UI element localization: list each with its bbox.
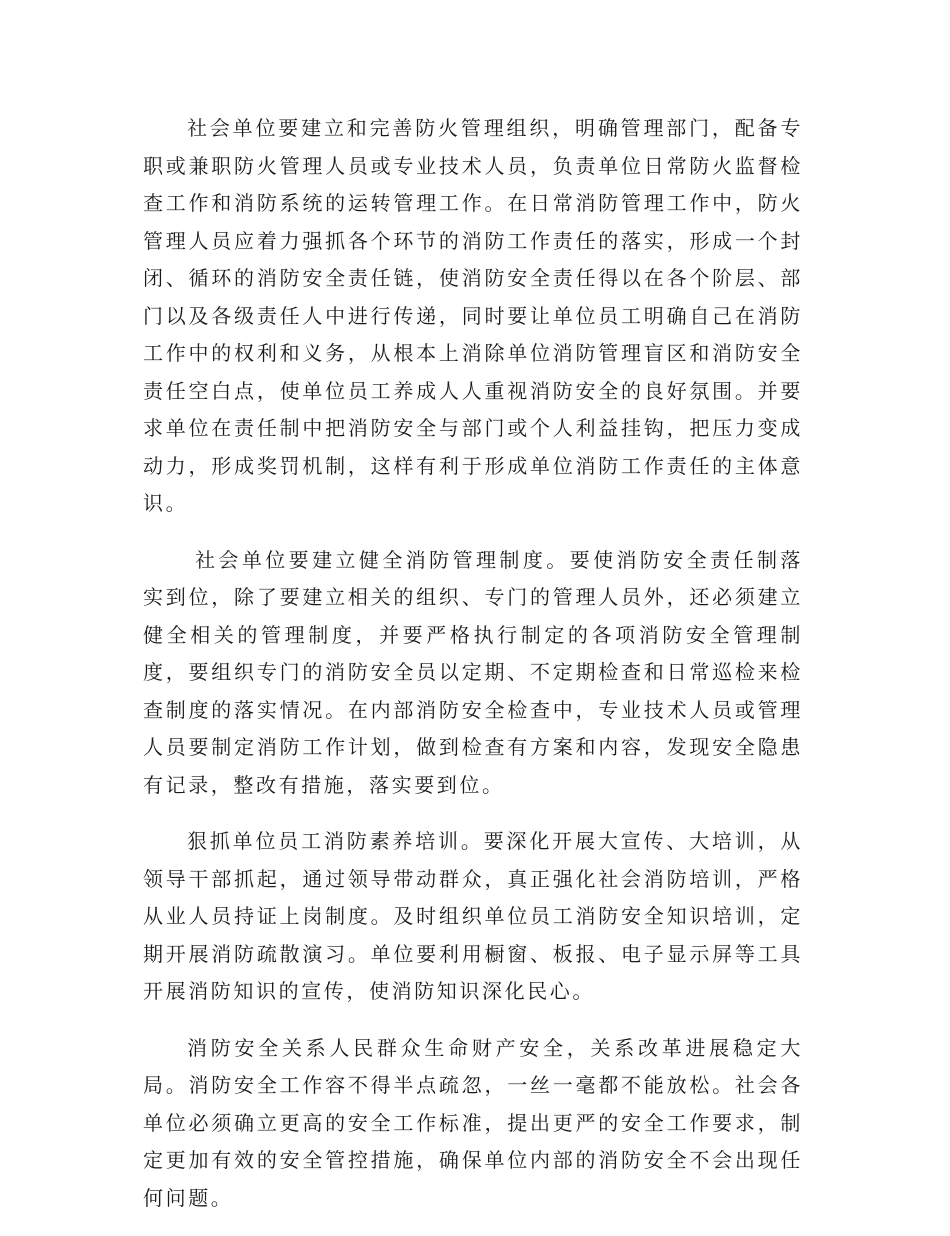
paragraph-fire-management-organization: 社会单位要建立和完善防火管理组织，明确管理部门，配备专职或兼职防火管理人员或专业技术人员，负责单位日常防火监督检查工作和消防系统的运转管理工作。在日常消防管理工作中，防火管理人员应着力强抓各个环节的消防工作责任的落实，形成一个封闭、循环的消防安全责任链，使消防安全责任得以在各个阶层、部门以及各级责任人中进行传递，同时要让单位员工明确自己在消防工作中的权利和义务，从根本上消除单位消防管理盲区和消防安全责任空白点，使单位员工养成人人重视消防安全的良好氛围。并要求单位在责任制中把消防安全与部门或个人利益挂钩，把压力变成动力，形成奖罚机制，这样有利于形成单位消防工作责任的主体意识。 xyxy=(143,116,803,515)
paragraph-fire-management-system: 社会单位要建立健全消防管理制度。要使消防安全责任制落实到位，除了要建立相关的组织、专门的管理人员外，还必须建立健全相关的管理制度，并要严格执行制定的各项消防安全管理制度，要组织专门的消防安全员以定期、不定期检查和日常巡检来检查制度的落实情况。在内部消防安全检查中，专业技术人员或管理人员要制定消防工作计划，做到检查有方案和内容，发现安全隐患有记录，整改有措施，落实要到位。 xyxy=(143,547,803,797)
paragraph-safety-conclusion: 消防安全关系人民群众生命财产安全，关系改革进展稳定大局。消防安全工作容不得半点疏忽，一丝一毫都不能放松。社会各单位必须确立更高的安全工作标准，提出更严的安全工作要求，制定更加有效的安全管控措施，确保单位内部的消防安全不会出现任何问题。 xyxy=(143,1035,803,1210)
document-body xyxy=(143,110,803,1236)
paragraph-staff-training: 狠抓单位员工消防素养培训。要深化开展大宣传、大培训，从领导干部抓起，通过领导带动群众，真正强化社会消防培训，严格从业人员持证上岗制度。及时组织单位员工消防安全知识培训，定期开展消防疏散演习。单位要利用橱窗、板报、电子显示屏等工具开展消防知识的宣传，使消防知识深化民心。 xyxy=(143,829,803,1003)
